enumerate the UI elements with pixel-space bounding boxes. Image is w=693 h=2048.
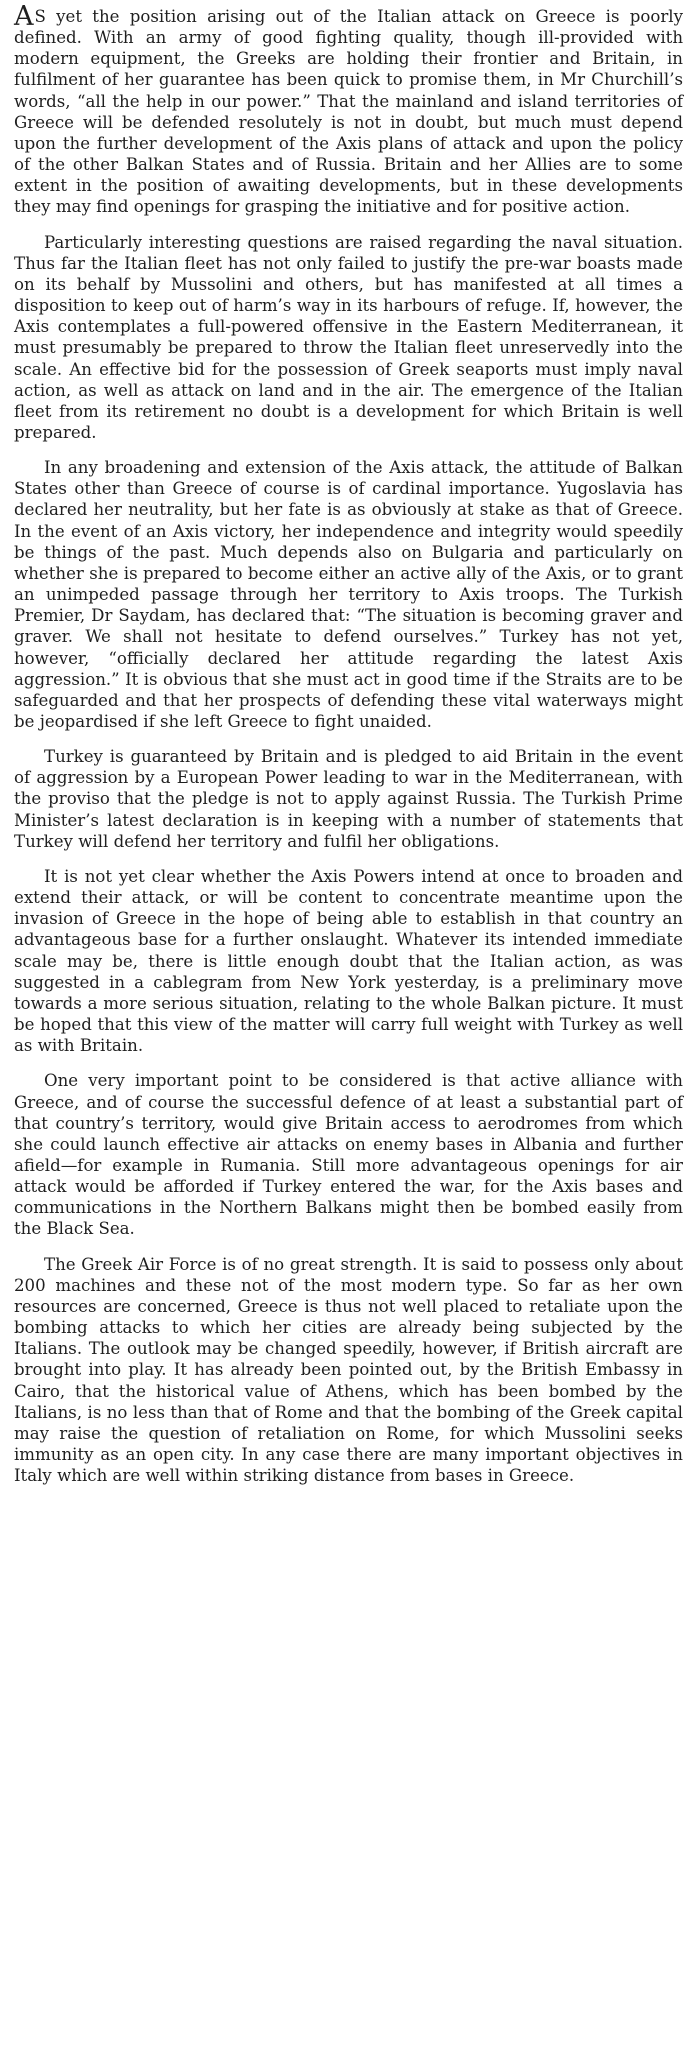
paragraph-text: S yet the position arising out of the Italian attack on Greece is poorly defined. With an army of good fighting quality, though ill-provided with modern equipment, the Greeks are holding their frontier and Britain, in fulfilment of her guarantee has been quick to promise them, in Mr Churchill’s words, “all the help in our power.” That the mainland and island territories of Greece will be defended resolutely is not in doubt, but much must depend upon the further development of the Axis plans of attack and upon the policy of the other Balkan States and of Russia. Britain and her Allies are to some extent in the position of awaiting developments, but in these developments they may find openings for grasping the initiative and for positive action. [14, 7, 683, 217]
article-paragraph-4: Turkey is guaranteed by Britain and is pledged to aid Britain in the event of aggression by a European Power leading to war in the Mediterranean, with the proviso that the pledge is not to apply against Russia. The Turkish Prime Minister’s latest declaration is in keeping with a number of statements that Turkey will defend her territory and fulfil her obligations. [14, 747, 683, 851]
article-paragraph-2: Particularly interesting questions are raised regarding the naval situation. Thus far the Italian fleet has not only failed to justify the pre-war boasts made on its behalf by Mussolini and others, but has manifested at all times a disposition to keep out of harm’s way in its harbours of refuge. If, however, the Axis contemplates a full-powered offensive in the Eastern Mediterranean, it must presumably be prepared to throw the Italian fleet unreservedly into the scale. An effective bid for the possession of Greek seaports must imply naval action, as well as attack on land and in the air. The emergence of the Italian fleet from its retirement no doubt is a development for which Britain is well prepared. [14, 232, 683, 442]
article-paragraph-6: One very important point to be considered is that active alliance with Greece, and of course the successful defence of at least a substantial part of that country’s territory, would give Britain access to aerodromes from which she could launch effective air attacks on enemy bases in Albania and further afield—for example in Rumania. Still more advantageous openings for air attack would be afforded if Turkey entered the war, for the Axis bases and communications in the Northern Balkans might then be bombed easily from the Black Sea. [14, 1071, 683, 1239]
article-paragraph-3: In any broadening and extension of the Axis attack, the attitude of Balkan States other than Greece of course is of cardinal importance. Yugoslavia has declared her neutrality, but her fate is as obviously at stake as that of Greece. In the event of an Axis victory, her independence and integrity would speedily be things of the past. Much depends also on Bulgaria and particularly on whether she is prepared to become either an active ally of the Axis, or to grant an unimpeded passage through her territory to Axis troops. The Turkish Premier, Dr Saydam, has declared that: “The situation is becoming graver and graver. We shall not hesitate to defend ourselves.” Turkey has not yet, however, “officially declared her attitude regarding the latest Axis aggression.” It is obvious that she must act in good time if the Straits are to be safeguarded and that her prospects of defending these vital waterways might be jeopardised if she left Greece to fight unaided. [14, 458, 683, 731]
drop-cap: A [14, 1, 34, 32]
article-paragraph-1 [14, 1, 683, 218]
article-paragraph-5: It is not yet clear whether the Axis Powers intend at once to broaden and extend their attack, or will be content to concentrate meantime upon the invasion of Greece in the hope of being able to establish in that country an advantageous base for a further onslaught. Whatever its intended immediate scale may be, there is little enough doubt that the Italian action, as was suggested in a cablegram from New York yesterday, is a preliminary move towards a more serious situation, relating to the whole Balkan picture. It must be hoped that this view of the matter will carry full weight with Turkey as well as with Britain. [14, 866, 683, 1056]
article-paragraph-7: The Greek Air Force is of no great strength. It is said to possess only about 200 machines and these not of the most modern type. So far as her own resources are concerned, Greece is thus not well placed to retaliate upon the bombing attacks to which her cities are already being subjected by the Italians. The outlook may be changed speedily, however, if British aircraft are brought into play. It has already been pointed out, by the British Embassy in Cairo, that the historical value of Athens, which has been bombed by the Italians, is no less than that of Rome and that the bombing of the Greek capital may raise the question of retaliation on Rome, for which Mussolini seeks immunity as an open city. In any case there are many important objectives in Italy which are well within striking distance from bases in Greece. [14, 1254, 683, 1486]
